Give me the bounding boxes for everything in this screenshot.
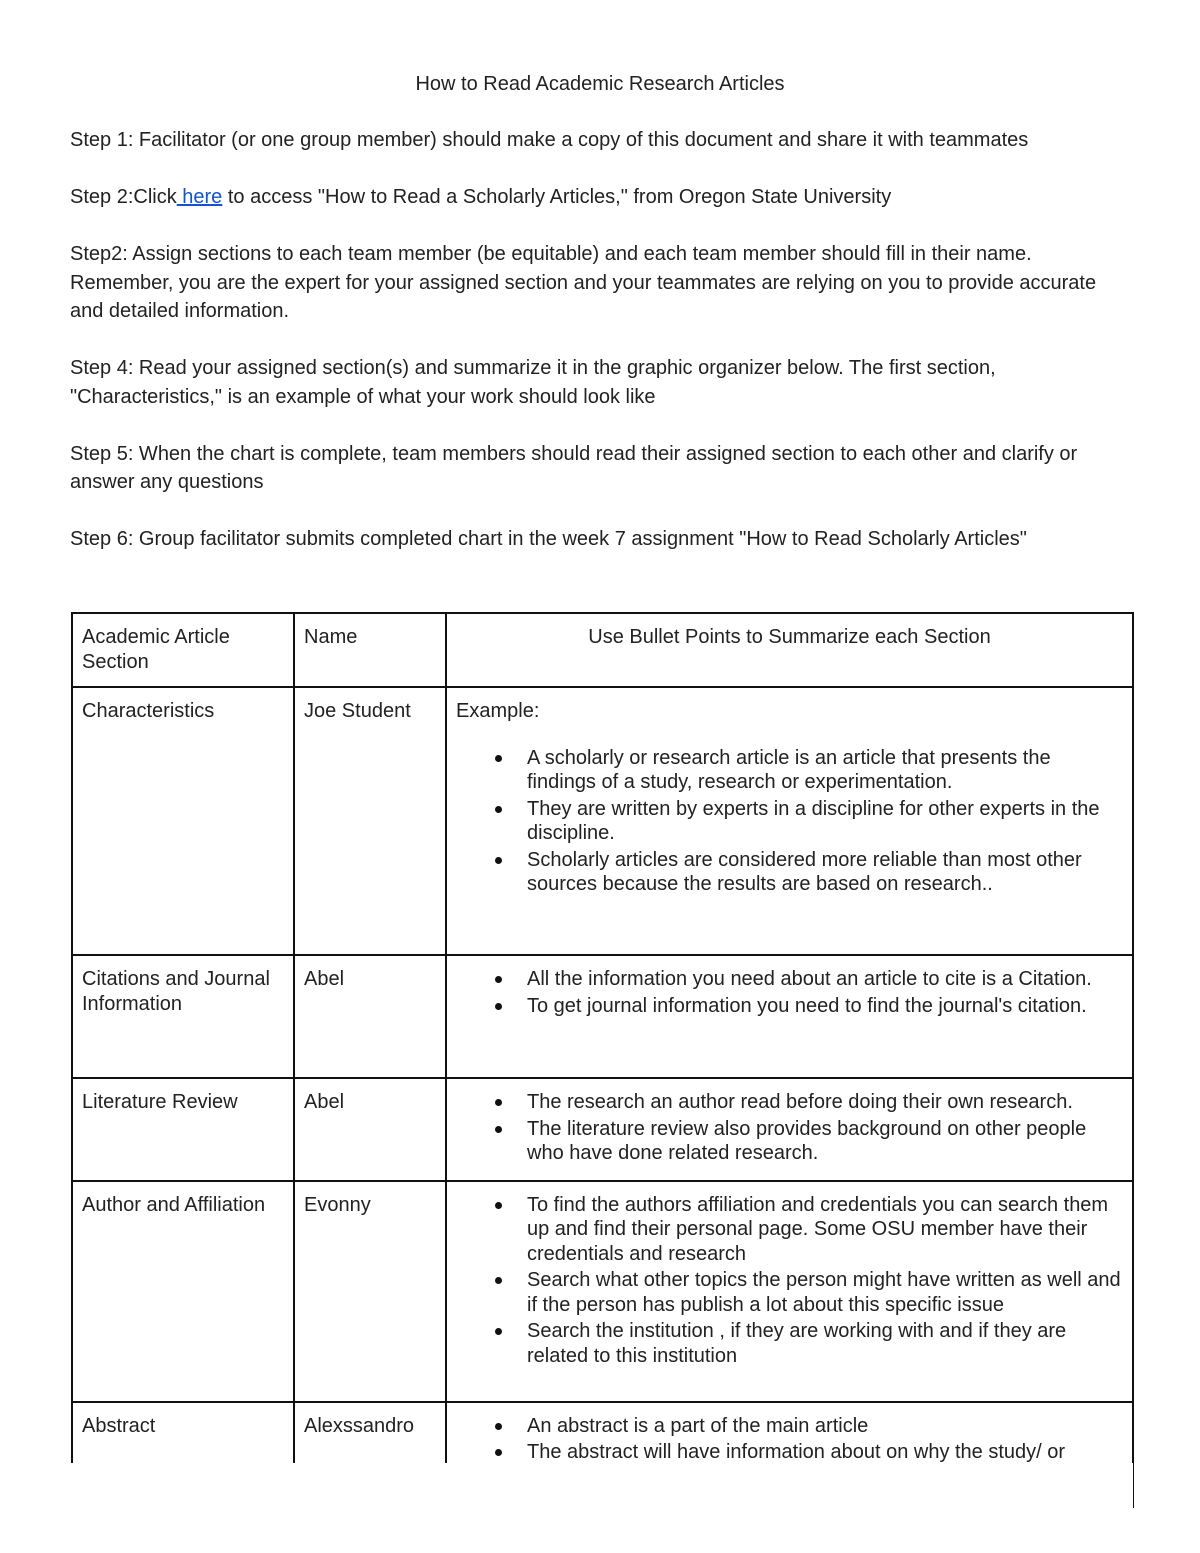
row-summary [446, 687, 1133, 955]
bullet-list [456, 1193, 1123, 1369]
graphic-organizer-table [71, 612, 1134, 1508]
bullet-list [456, 1090, 1123, 1166]
step-4: Step 4: Read your assigned section(s) and summarize it in the graphic organizer below. The first section, "Characteristics," is an example of what your work should look like [70, 357, 996, 408]
step-3: Step2: Assign sections to each team member (be equitable) and each team member should fill in their name. Remember, you are the expert for your assigned section and your teammates are relying on you to provide accurate and detailed information. [70, 243, 1097, 322]
table-header-row [72, 613, 1133, 687]
bullet-item: To get journal information you need to find the journal's citation. [527, 994, 1123, 1019]
here-link[interactable]: here [176, 186, 223, 208]
instructions [70, 126, 1130, 582]
bullet-item: The abstract will have information about on why the study/ or [527, 1440, 1123, 1465]
header-summary: Use Bullet Points to Summarize each Section [446, 613, 1133, 687]
row-summary [446, 955, 1133, 1078]
step-1: Step 1: Facilitator (or one group member) should make a copy of this document and share it with teammates [70, 129, 1029, 151]
row-name: Abel [294, 955, 446, 1078]
bullet-item: The research an author read before doing their own research. [527, 1090, 1123, 1115]
step-2 [70, 183, 1130, 212]
bullet-item: An abstract is a part of the main article [527, 1414, 1123, 1439]
row-name: Evonny [294, 1181, 446, 1402]
bullet-item: The literature review also provides background on other people who have done related research. [527, 1117, 1123, 1166]
table-row [72, 1078, 1133, 1181]
step-5: Step 5: When the chart is complete, team members should read their assigned section to each other and clarify or answer any questions [70, 442, 1078, 493]
example-label: Example: [456, 700, 540, 722]
bullet-item: They are written by experts in a discipline for other experts in the discipline. [527, 797, 1123, 846]
bullet-item: To find the authors affiliation and credentials you can search them up and find their personal page. Some OSU member have their credentials and research [527, 1193, 1123, 1267]
table-row [72, 955, 1133, 1078]
table-row [72, 1181, 1133, 1402]
bullet-list [456, 967, 1123, 1018]
row-section: Citations and Journal Information [72, 955, 294, 1078]
bullet-list [456, 746, 1123, 897]
step-6: Step 6: Group facilitator submits completed chart in the week 7 assignment "How to Read Scholarly Articles" [70, 528, 1027, 550]
row-name: Alexssandro [294, 1402, 446, 1507]
document-title: How to Read Academic Research Articles [415, 73, 785, 95]
step-2-text-after: to access "How to Read a Scholarly Articles," from Oregon State University [222, 186, 892, 208]
bullet-item: Scholarly articles are considered more reliable than most other sources because the results are based on research.. [527, 848, 1123, 897]
header-name: Name [294, 613, 446, 687]
bullet-item: Search the institution , if they are working with and if they are related to this institution [527, 1319, 1123, 1368]
bullet-item: Search what other topics the person might have written as well and if the person has publish a lot about this specific issue [527, 1268, 1123, 1317]
page-break-mask [70, 1463, 1133, 1553]
row-section: Author and Affiliation [72, 1181, 294, 1402]
bullet-item: A scholarly or research article is an article that presents the findings of a study, research or experimentation. [527, 746, 1123, 795]
row-section: Abstract [72, 1402, 294, 1507]
row-name: Joe Student [294, 687, 446, 955]
step-2-text-before: Step 2:Click [70, 186, 177, 208]
row-name: Abel [294, 1078, 446, 1181]
header-section: Academic Article Section [72, 613, 294, 687]
table-row [72, 687, 1133, 955]
row-summary [446, 1078, 1133, 1181]
row-summary [446, 1181, 1133, 1402]
bullet-list [456, 1414, 1123, 1465]
bullet-item: All the information you need about an article to cite is a Citation. [527, 967, 1123, 992]
row-section: Characteristics [72, 687, 294, 955]
row-section: Literature Review [72, 1078, 294, 1181]
